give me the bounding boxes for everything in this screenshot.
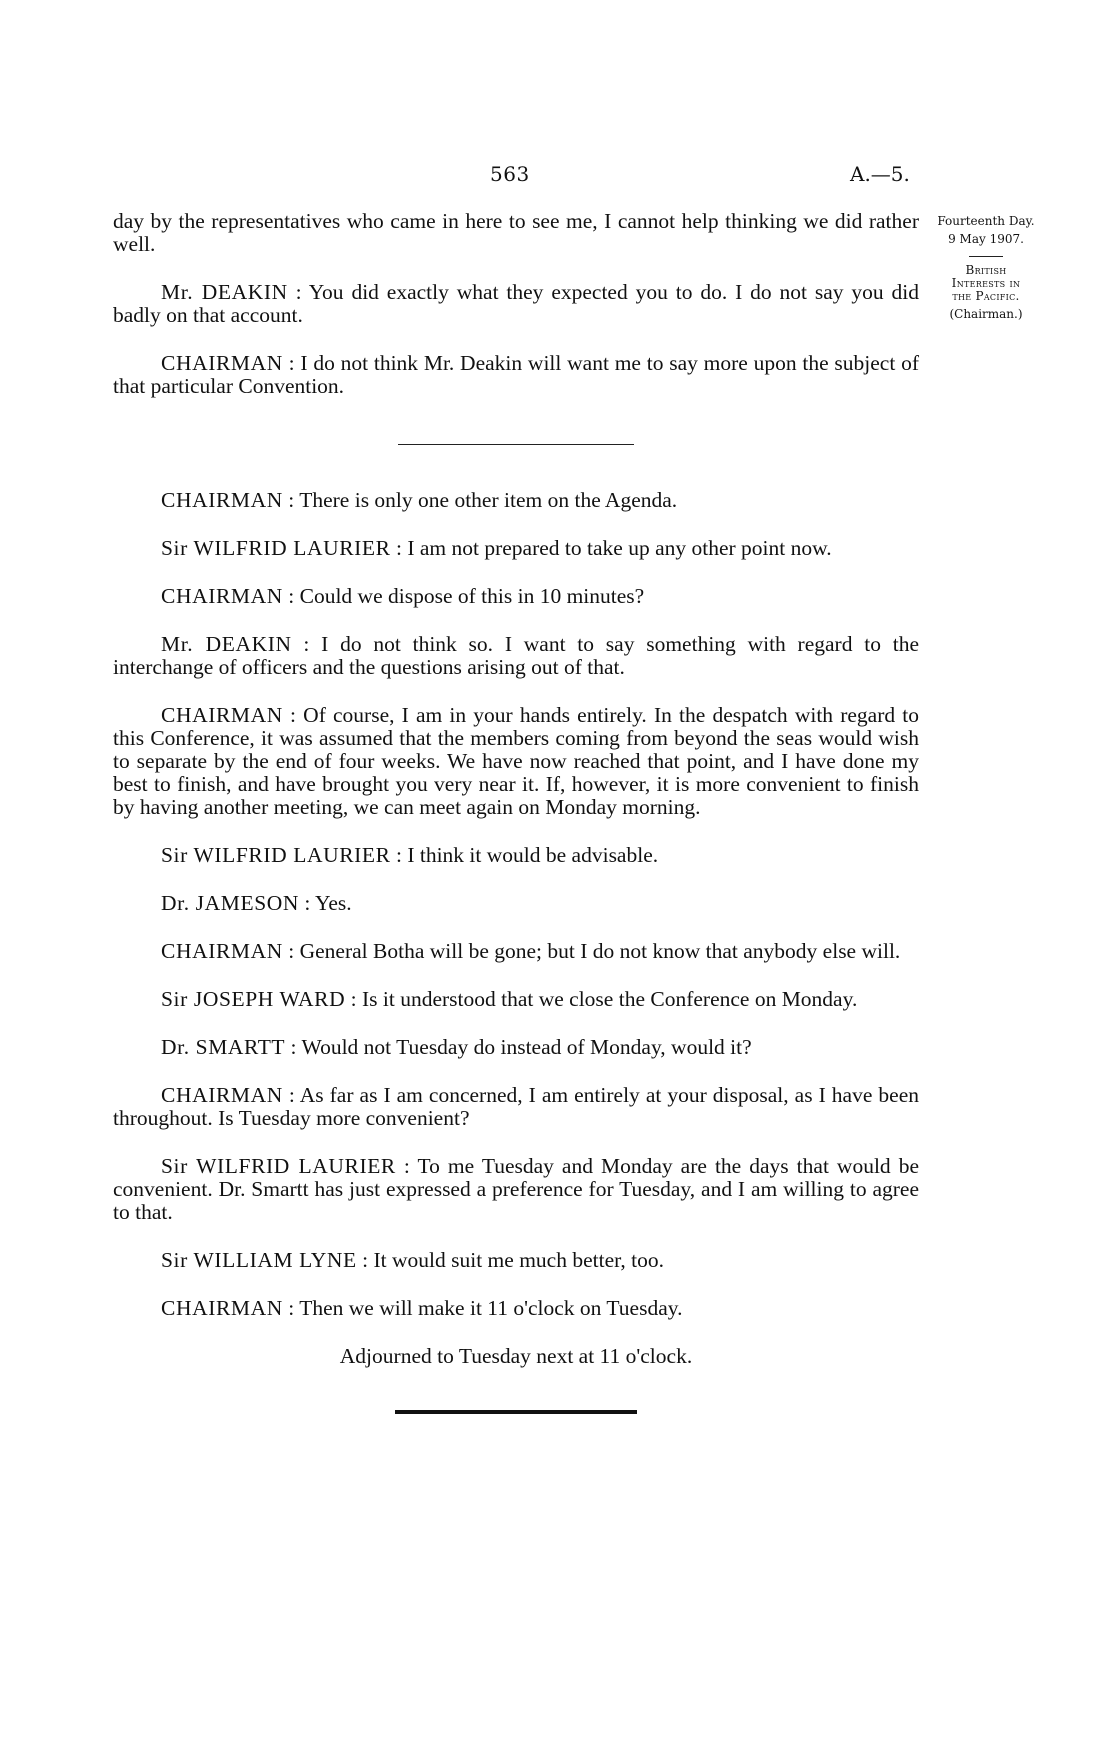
speech-paragraph: Sir WILFRID LAURIER : I am not prepared to take up any other point now. (161, 536, 832, 560)
speech-paragraph: CHAIRMAN : General Botha will be gone; but I do not know that anybody else will. (161, 939, 901, 963)
speech-paragraph: Dr. JAMESON : Yes. (161, 891, 352, 915)
speech-text: Of course, I am in your hands entirely. In the despatch with regard to this Conference, it was assumed that the members coming from beyond the seas would wish to separate by the end of four weeks. We have now reached that point, and I have done my best to finish, and have brought you very near it. If, however, it is more convenient to finish by having another meeting, we can meet again on Monday morning. (113, 703, 919, 819)
speaker-name: Sir JOSEPH WARD (161, 987, 346, 1011)
page-number: 563 (490, 162, 530, 186)
speaker-name: Mr. DEAKIN (161, 280, 288, 304)
speech-text: Is it understood that we close the Conference on Monday. (361, 987, 858, 1011)
speech-text: There is only one other item on the Agenda. (299, 488, 678, 512)
speaker-name: CHAIRMAN (161, 351, 283, 375)
transcript-body (113, 210, 919, 1414)
speech-paragraph: CHAIRMAN : Could we dispose of this in 10 minutes? (161, 584, 645, 608)
speech-text: As far as I am concerned, I am entirely at your disposal, as I have been throughout. Is Tuesday more convenient? (113, 1083, 919, 1130)
margin-divider (969, 256, 1003, 257)
speech-text: I think it would be advisable. (407, 843, 659, 867)
paragraph-continuation (113, 210, 919, 256)
speech-paragraph: Sir WILFRID LAURIER : To me Tuesday and Monday are the days that would be convenient. Dr. Smartt has just expressed a preference for Tuesday, and I am willing to agree to that. (113, 1154, 919, 1224)
speaker-name: CHAIRMAN (161, 939, 283, 963)
speaker-name: Sir WILFRID LAURIER (161, 843, 391, 867)
speech-paragraph: CHAIRMAN : There is only one other item on the Agenda. (161, 488, 678, 512)
speech-text: I do not think Mr. Deakin will want me to say more upon the subject of that particular Convention. (113, 351, 919, 398)
speaker-name: Mr. DEAKIN (161, 632, 292, 656)
speaker-name: CHAIRMAN (161, 703, 283, 727)
speech-paragraph: CHAIRMAN : Then we will make it 11 o'clock on Tuesday. (161, 1296, 683, 1320)
speaker-name: CHAIRMAN (161, 584, 283, 608)
speech-text: Could we dispose of this in 10 minutes? (299, 584, 645, 608)
speech-text: I do not think so. I want to say something with regard to the interchange of officers and the questions arising out of that. (113, 632, 919, 679)
margin-role: (Chairman.) (949, 307, 1023, 321)
speech-paragraph: Mr. DEAKIN : I do not think so. I want to say something with regard to the interchange of officers and the questions arising out of that. (113, 632, 919, 679)
speech-paragraph: Dr. SMARTT : Would not Tuesday do instead of Monday, would it? (161, 1035, 752, 1059)
page-reference: A.—5. (850, 162, 910, 186)
margin-note (920, 213, 1052, 322)
end-rule (395, 1410, 637, 1414)
speech-paragraph: CHAIRMAN : Of course, I am in your hands entirely. In the despatch with regard to this Conference, it was assumed that the members coming from beyond the seas would wish to separate by the end of four weeks. We have now reached that point, and I have done my best to finish, and have brought you very near it. If, however, it is more convenient to finish by having another meeting, we can meet again on Monday morning. (113, 703, 919, 819)
speaker-name: Dr. JAMESON (161, 891, 300, 915)
speech-paragraph: Sir WILLIAM LYNE : It would suit me much better, too. (161, 1248, 665, 1272)
speech-paragraph: Sir WILFRID LAURIER : I think it would be advisable. (161, 843, 659, 867)
adjournment-note: Adjourned to Tuesday next at 11 o'clock. (339, 1344, 693, 1368)
speaker-name: CHAIRMAN (161, 1083, 283, 1107)
speaker-name: CHAIRMAN (161, 1296, 283, 1320)
speech-text: Would not Tuesday do instead of Monday, would it? (301, 1035, 752, 1059)
speech-text: To me Tuesday and Monday are the days that would be convenient. Dr. Smartt has just expressed a preference for Tuesday, and I am willing to agree to that. (113, 1154, 919, 1224)
speaker-name: Sir WILLIAM LYNE (161, 1248, 357, 1272)
speech-text: General Botha will be gone; but I do not know that anybody else will. (299, 939, 901, 963)
speech-text: I am not prepared to take up any other point now. (407, 536, 832, 560)
speech-text: Yes. (314, 891, 352, 915)
speech-text: Then we will make it 11 o'clock on Tuesday. (299, 1296, 683, 1320)
speech-paragraph: Sir JOSEPH WARD : Is it understood that we close the Conference on Monday. (161, 987, 858, 1011)
speech-paragraph: CHAIRMAN : I do not think Mr. Deakin will want me to say more upon the subject of that particular Convention. (113, 351, 919, 398)
speaker-name: CHAIRMAN (161, 488, 283, 512)
margin-topic-line: the Pacific. (952, 289, 1020, 303)
paragraph-text: day by the representatives who came in here to see me, I cannot help thinking we did rather well. (113, 209, 919, 256)
speech-text: You did exactly what they expected you to do. I do not say you did badly on that account. (113, 280, 919, 327)
section-divider (398, 444, 634, 445)
margin-date: 9 May 1907. (948, 232, 1024, 246)
speech-text: It would suit me much better, too. (373, 1248, 665, 1272)
margin-topic-line: Interests in (951, 276, 1021, 290)
speech-paragraph: Mr. DEAKIN : You did exactly what they expected you to do. I do not say you did badly on that account. (113, 280, 919, 327)
speaker-name: Sir WILFRID LAURIER (161, 536, 391, 560)
margin-topic-line: British (965, 263, 1007, 277)
speaker-name: Dr. SMARTT (161, 1035, 286, 1059)
speaker-name: Sir WILFRID LAURIER (161, 1154, 396, 1178)
margin-day: Fourteenth Day. (937, 214, 1035, 228)
speech-paragraph: CHAIRMAN : As far as I am concerned, I am entirely at your disposal, as I have been throughout. Is Tuesday more convenient? (113, 1083, 919, 1130)
